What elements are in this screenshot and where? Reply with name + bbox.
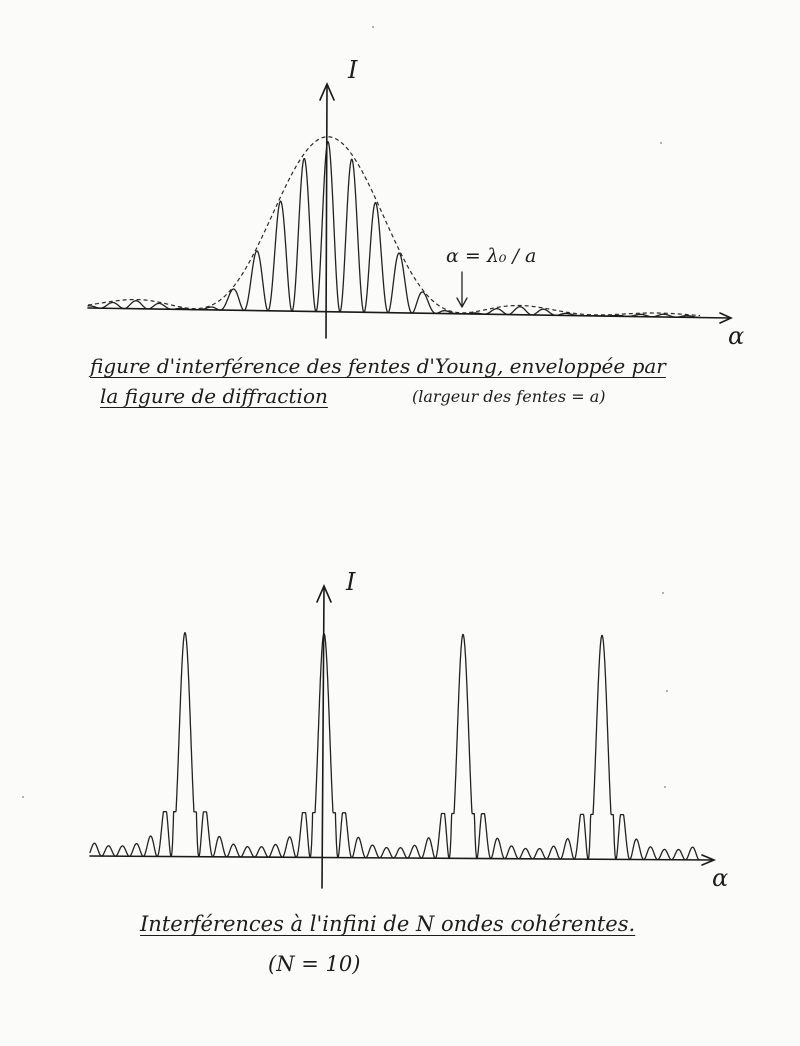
scan-speck bbox=[662, 592, 664, 594]
n-slit-intensity-curve bbox=[90, 633, 700, 860]
n-slit-interference-plot bbox=[0, 540, 800, 900]
top-caption-line2: la figure de diffraction bbox=[100, 384, 328, 408]
intensity-curve bbox=[90, 633, 700, 860]
x-axis-label: α bbox=[712, 864, 729, 892]
bottom-caption-line2: (N = 10) bbox=[268, 952, 361, 976]
y-axis bbox=[326, 86, 327, 338]
fringe-curve bbox=[88, 142, 699, 318]
scan-speck bbox=[660, 142, 662, 144]
y-axis-label: I bbox=[348, 56, 358, 84]
scan-speck bbox=[664, 786, 666, 788]
y-axis-label: I bbox=[346, 568, 356, 596]
x-axis bbox=[90, 856, 712, 860]
x-axis bbox=[88, 308, 730, 318]
bottom-caption-line1: Interférences à l'infini de N ondes cohérentes. bbox=[140, 912, 636, 936]
top-caption-line1: figure d'interférence des fentes d'Young, enveloppée par bbox=[90, 354, 666, 378]
scan-speck bbox=[666, 690, 668, 692]
scan-speck bbox=[372, 26, 374, 28]
scan-speck bbox=[22, 796, 24, 798]
diffraction-envelope bbox=[88, 137, 700, 316]
fringes-and-envelope bbox=[88, 137, 700, 318]
x-axis-label: α bbox=[728, 322, 745, 350]
first-zero-annotation: α = λ₀ / a bbox=[446, 245, 537, 267]
young-interference-plot bbox=[0, 0, 800, 350]
y-axis bbox=[322, 588, 324, 888]
top-caption-note: (largeur des fentes = a) bbox=[412, 387, 606, 406]
